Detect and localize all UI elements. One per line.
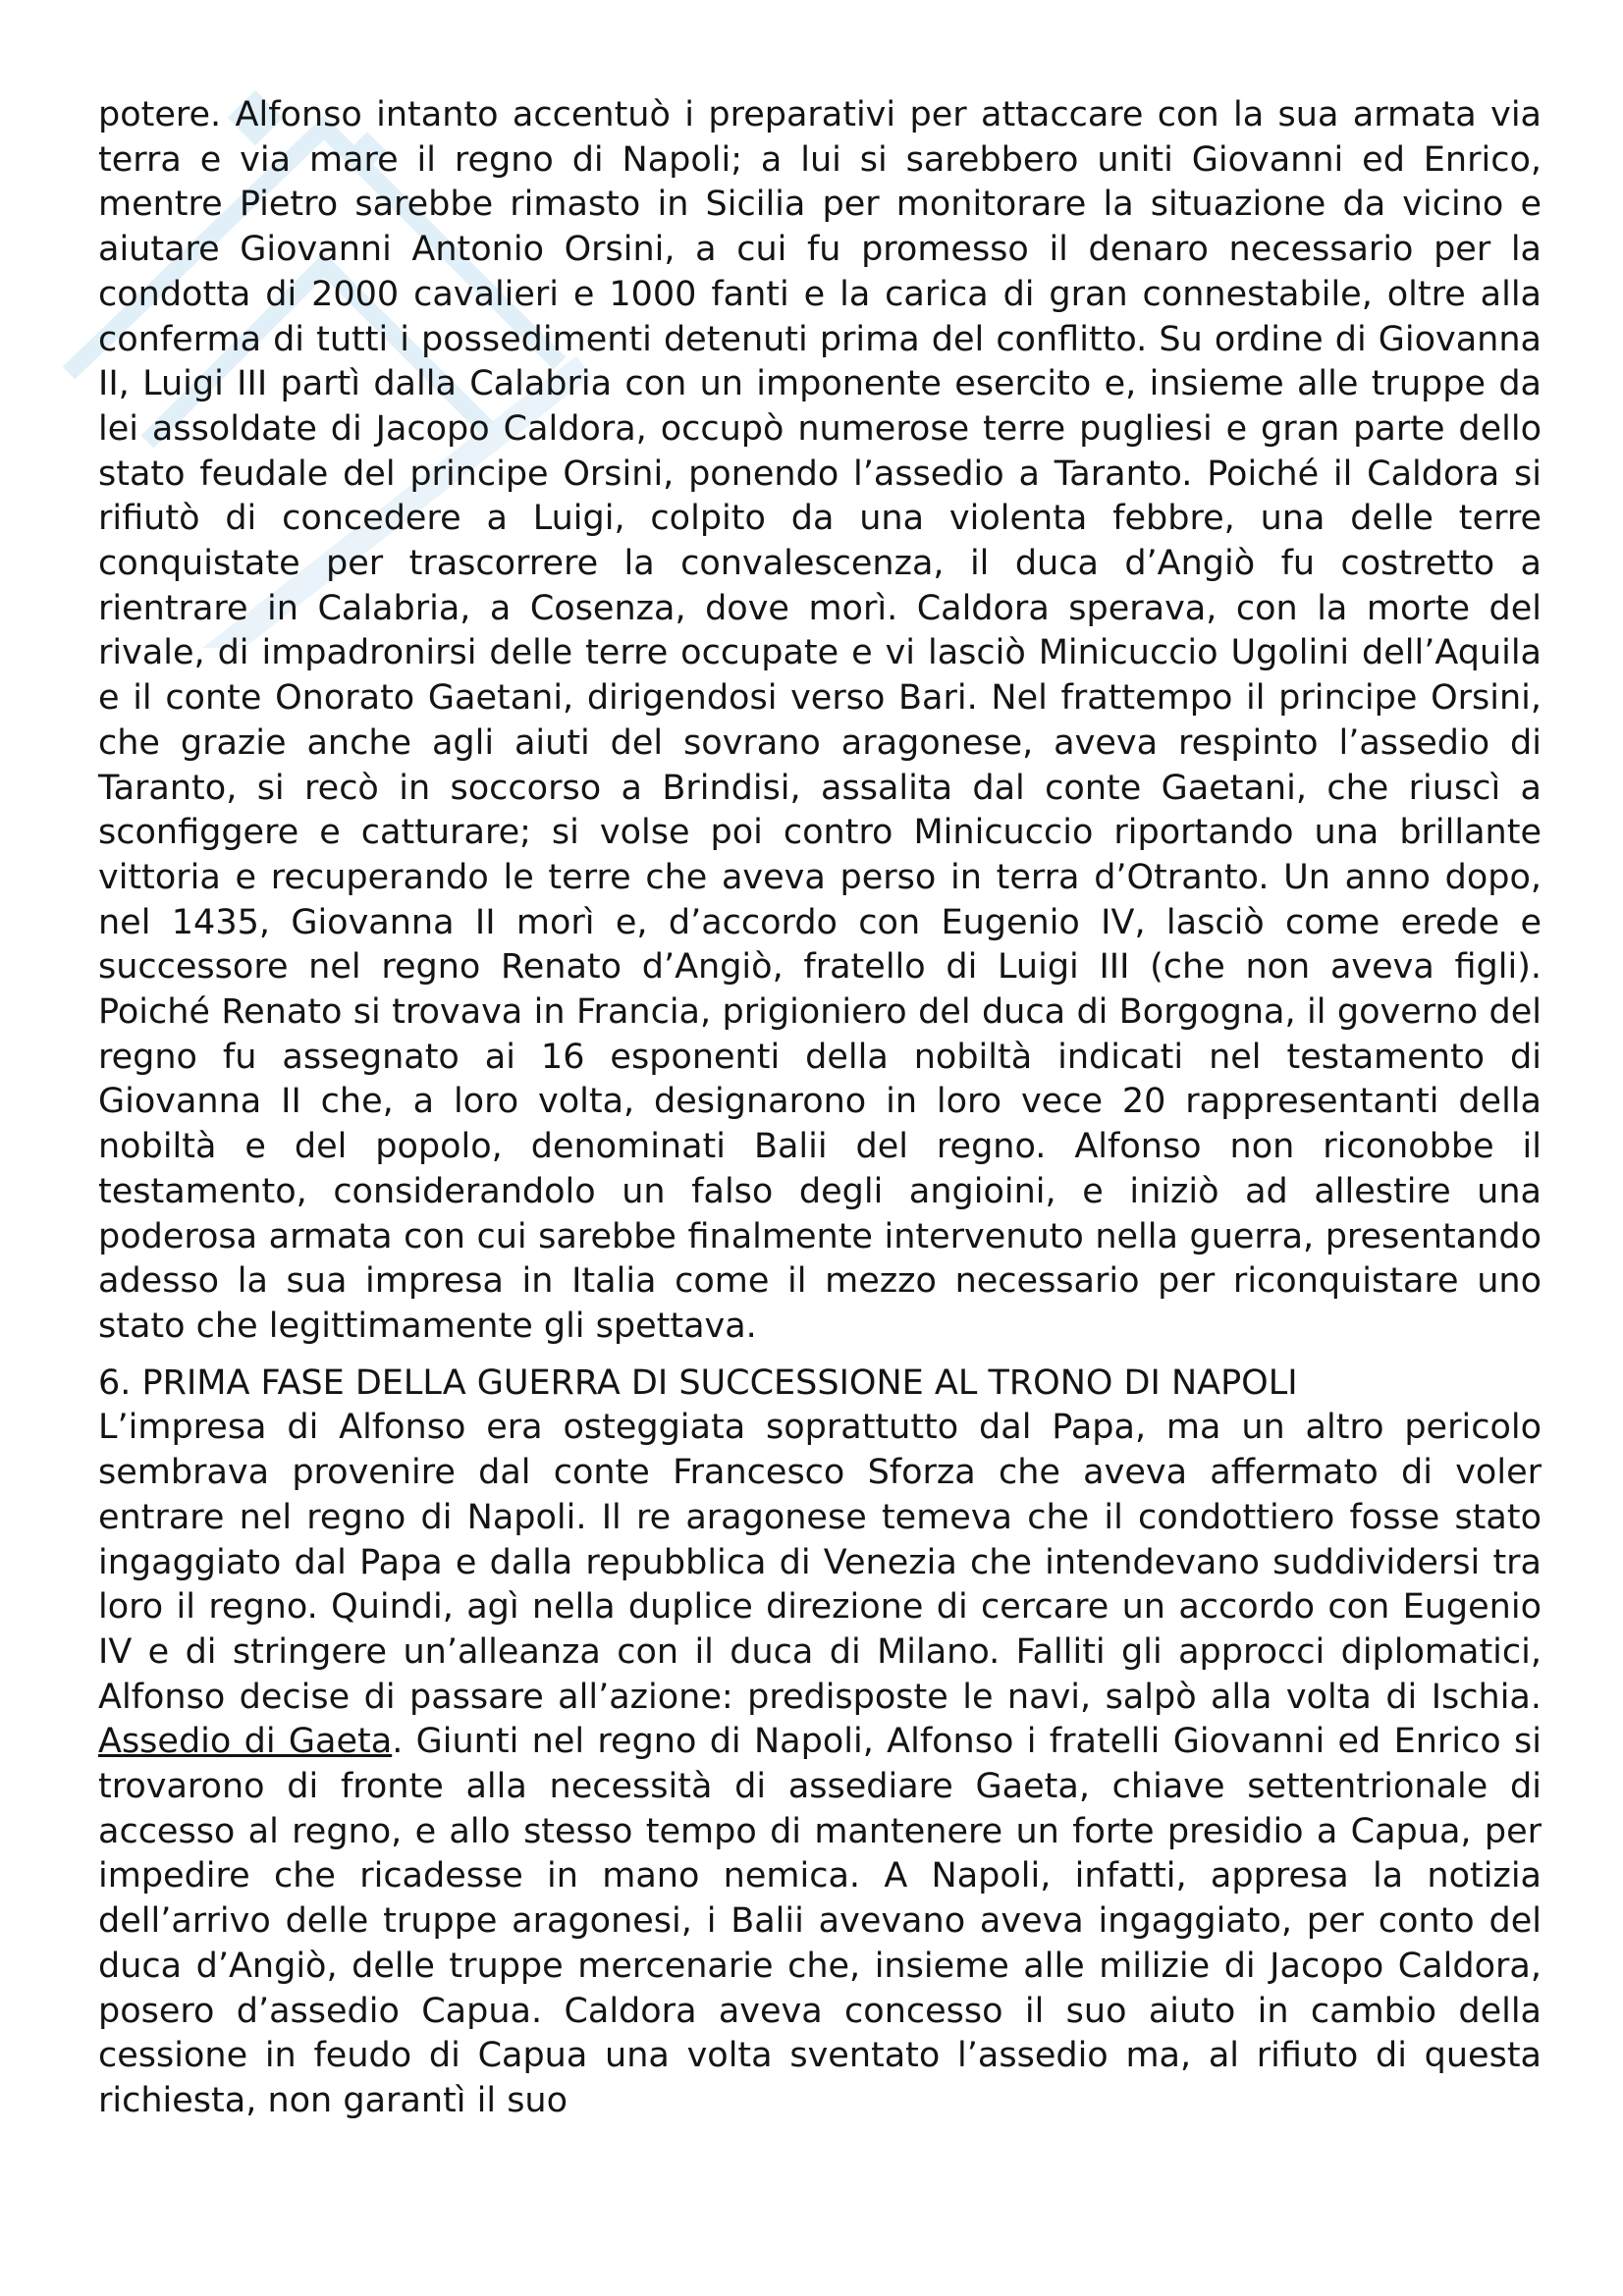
assedio-di-gaeta-link[interactable]: Assedio di Gaeta [98, 1722, 393, 1762]
body-paragraph-2 [98, 1406, 1542, 2123]
body-paragraph-1: potere. Alfonso intanto accentuò i preparativi per attaccare con la sua armata via terra e via mare il regno di Napoli; a lui si sarebbero uniti Giovanni ed Enrico, mentre Pietro sarebbe rimasto in Sicilia per monitorare la situazione da vicino e aiutare Giovanni Antonio Orsini, a cui fu promesso il denaro necessario per la condotta di 2000 cavalieri e 1000 fanti e la carica di gran connestabile, oltre alla conferma di tutti i possedimenti detenuti prima del conflitto. Su ordine di Giovanna II, Luigi III partì dalla Calabria con un imponente esercito e, insieme alle truppe da lei assoldate di Jacopo Caldora, occupò numerose terre pugliesi e gran parte dello stato feudale del principe Orsini, ponendo l’assedio a Taranto. Poiché il Caldora si rifiutò di concedere a Luigi, colpito da una violenta febbre, una delle terre conquistate per trascorrere la convalescenza, il duca d’Angiò fu costretto a rientrare in Calabria, a Cosenza, dove morì. Caldora sperava, con la morte del rivale, di impadronirsi delle terre occupate e vi lasciò Minicuccio Ugolini dell’Aquila e il conte Onorato Gaetani, dirigendosi verso Bari. Nel frattempo il principe Orsini, che grazie anche agli aiuti del sovrano aragonese, aveva respinto l’assedio di Taranto, si recò in soccorso a Brindisi, assalita dal conte Gaetani, che riuscì a sconfiggere e catturare; si volse poi contro Minicuccio riportando una brillante vittoria e recuperando le terre che aveva perso in terra d’Otranto. Un anno dopo, nel 1435, Giovanna II morì e, d’accordo con Eugenio IV, lasciò come erede e successore nel regno Renato d’Angiò, fratello di Luigi III (che non aveva figli). Poiché Renato si trovava in Francia, prigioniero del duca di Borgogna, il governo del regno fu assegnato ai 16 esponenti della nobiltà indicati nel testamento di Giovanna II che, a loro volta, designarono in loro vece 20 rappresentanti della nobiltà e del popolo, denominati Balii del regno. Alfonso non riconobbe il testamento, considerandolo un falso degli angioini, e iniziò ad allestire una poderosa armata con cui sarebbe finalmente intervenuto nella guerra, presentando adesso la sua impresa in Italia come il mezzo necessario per riconquistare uno stato che legittimamente gli spettava. [98, 95, 1542, 1346]
paragraph-2-text-start: L’impresa di Alfonso era osteggiata soprattutto dal Papa, ma un altro pericolo sembrava provenire dal conte Francesco Sforza che aveva affermato di voler entrare nel regno di Napoli. Il re aragonese temeva che il condottiero fosse stato ingaggiato dal Papa e dalla repubblica di Venezia che intendevano suddividersi tra loro il regno. Quindi, agì nella duplice direzione di cercare un accordo con Eugenio IV e di stringere un’alleanza con il duca di Milano. Falliti gli approcci diplomatici, Alfonso decise di passare all’azione: predisposte le navi, salpò alla volta di Ischia. [98, 1408, 1542, 1717]
document-body [98, 93, 1542, 2124]
paragraph-2-text-end: . Giunti nel regno di Napoli, Alfonso i fratelli Giovanni ed Enrico si trovarono di fronte alla necessità di assediare Gaeta, chiave settentrionale di accesso al regno, e allo stesso tempo di mantenere un forte presidio a Capua, per impedire che ricadesse in mano nemica. A Napoli, infatti, appresa la notizia dell’arrivo delle truppe aragonesi, i Balii avevano aveva ingaggiato, per conto del duca d’Angiò, delle truppe mercenarie che, insieme alle milizie di Jacopo Caldora, posero d’assedio Capua. Caldora aveva concesso il suo aiuto in cambio della cessione in feudo di Capua una volta sventato l’assedio ma, al rifiuto di questa richiesta, non garantì il suo [98, 1722, 1542, 2120]
paragraph-spacer [98, 1350, 1542, 1362]
section-heading: 6. PRIMA FASE DELLA GUERRA DI SUCCESSIONE AL TRONO DI NAPOLI [98, 1362, 1298, 1403]
